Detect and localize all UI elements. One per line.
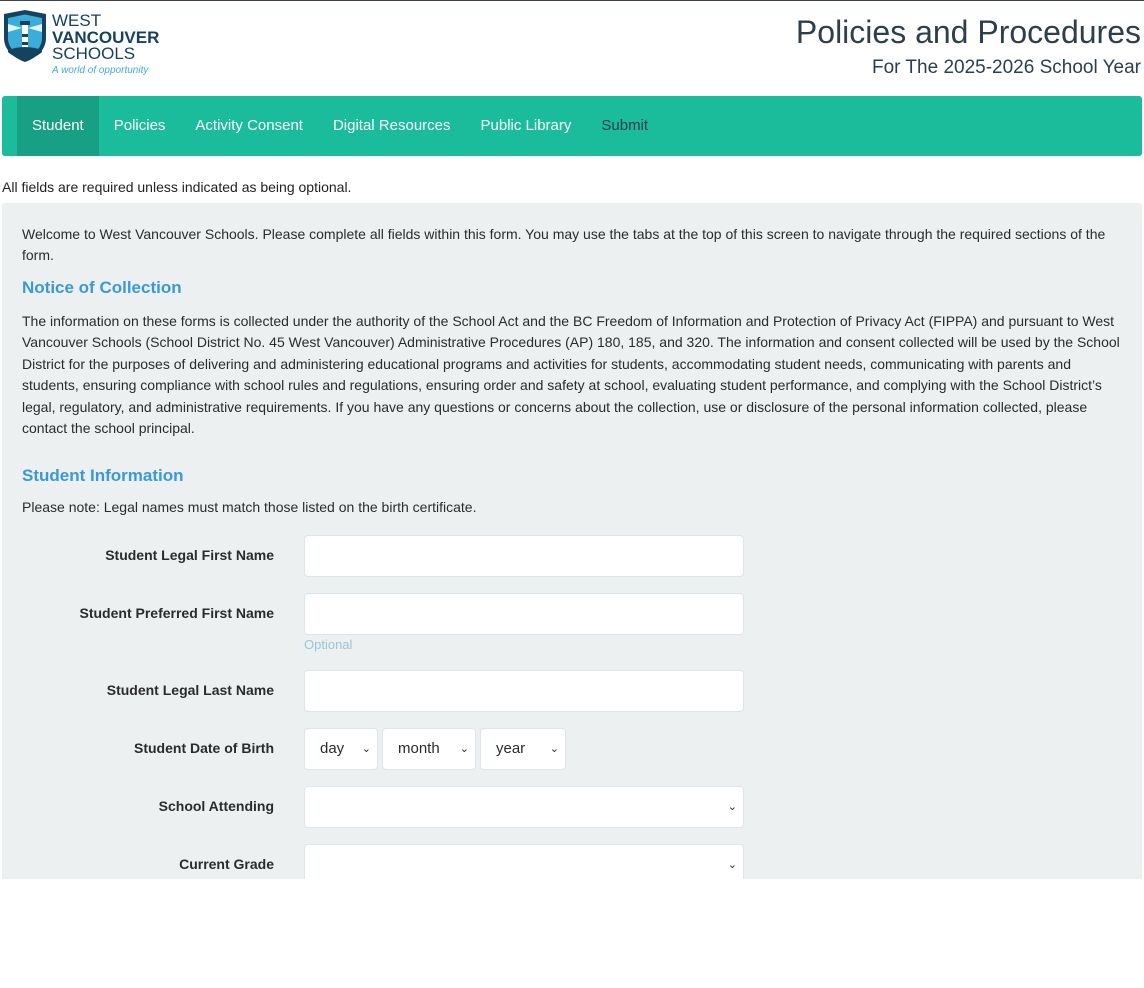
- dob-year-select[interactable]: [480, 728, 566, 770]
- notice-of-collection-heading: Notice of Collection: [22, 278, 182, 297]
- legal-name-note: Please note: Legal names must match those listed on the birth certificate.: [22, 499, 477, 515]
- page-title: Policies and Procedures: [795, 14, 1141, 50]
- chevron-down-icon: ⌄: [361, 743, 371, 755]
- preferred-first-name-label: Student Preferred First Name: [79, 605, 274, 621]
- school-district-logo[interactable]: [2, 10, 162, 78]
- legal-last-name-label: Student Legal Last Name: [106, 682, 274, 698]
- current-grade-label: Current Grade: [179, 856, 274, 872]
- school-attending-label: School Attending: [158, 798, 274, 814]
- current-grade-select[interactable]: [304, 844, 744, 879]
- tab-policies[interactable]: Policies: [113, 117, 166, 134]
- date-of-birth-label: Student Date of Birth: [134, 740, 274, 756]
- chevron-down-icon: ⌄: [727, 801, 737, 813]
- tab-activity-consent[interactable]: Activity Consent: [195, 117, 303, 134]
- legal-first-name-input[interactable]: [304, 535, 744, 577]
- logo-text-west: WEST: [52, 11, 102, 30]
- chevron-down-icon: ⌄: [549, 743, 559, 755]
- tab-student[interactable]: Student: [17, 96, 99, 156]
- logo-tagline: A world of opportunity: [52, 65, 149, 76]
- logo-text-schools: SCHOOLS: [52, 44, 136, 63]
- chevron-down-icon: ⌄: [459, 743, 469, 755]
- notice-of-collection-text: The information on these forms is collected under the authority of the School Act and the BC Freedom of Information and Protection of Privacy Act (FIPPA) and pursuant to West Vancouver Schools (School District No. 45 West Vancouver) Administrative Procedures (AP) 180, 185, and 320. The information and consent collected will be used by the School District for the purposes of delivering and administering educational programs and activities for students, accommodating student needs, communicating with parents and students, ensuring compliance with school rules and regulations, ensuring order and safety at school, evaluating student performance, and complying with the School District’s legal, regulatory, and administrative requirements. If you have any questions or concerns about the collection, use or disclosure of the personal information collected, please contact the school principal.: [22, 313, 1120, 437]
- legal-first-name-label: Student Legal First Name: [105, 547, 274, 563]
- lighthouse-shield-icon: [2, 10, 48, 62]
- page-subtitle: For The 2025-2026 School Year: [871, 57, 1141, 78]
- legal-last-name-input[interactable]: [304, 670, 744, 712]
- dob-day-value: day: [320, 740, 345, 757]
- top-border: [0, 0, 1144, 1]
- school-attending-select[interactable]: [304, 786, 744, 828]
- chevron-down-icon: ⌄: [727, 859, 737, 871]
- dob-day-select[interactable]: [304, 728, 378, 770]
- tab-public-library[interactable]: Public Library: [480, 117, 572, 134]
- form-tabs-nav: [2, 96, 1142, 156]
- dob-month-value: month: [398, 740, 440, 757]
- tab-submit[interactable]: Submit: [601, 117, 649, 134]
- preferred-first-name-input[interactable]: [304, 593, 744, 635]
- logo-text-vancouver: VANCOUVER: [52, 28, 160, 47]
- optional-hint: Optional: [304, 637, 353, 652]
- form-panel: [2, 203, 1142, 879]
- student-information-heading: Student Information: [22, 466, 184, 485]
- dob-month-select[interactable]: [382, 728, 476, 770]
- dob-year-value: year: [496, 740, 526, 757]
- welcome-text: Welcome to West Vancouver Schools. Please complete all fields within this form. You may use the tabs at the top of this screen to navigate through the required sections of the form.: [22, 226, 1106, 263]
- required-fields-note: All fields are required unless indicated as being optional.: [2, 179, 352, 195]
- tab-digital-resources[interactable]: Digital Resources: [332, 117, 451, 134]
